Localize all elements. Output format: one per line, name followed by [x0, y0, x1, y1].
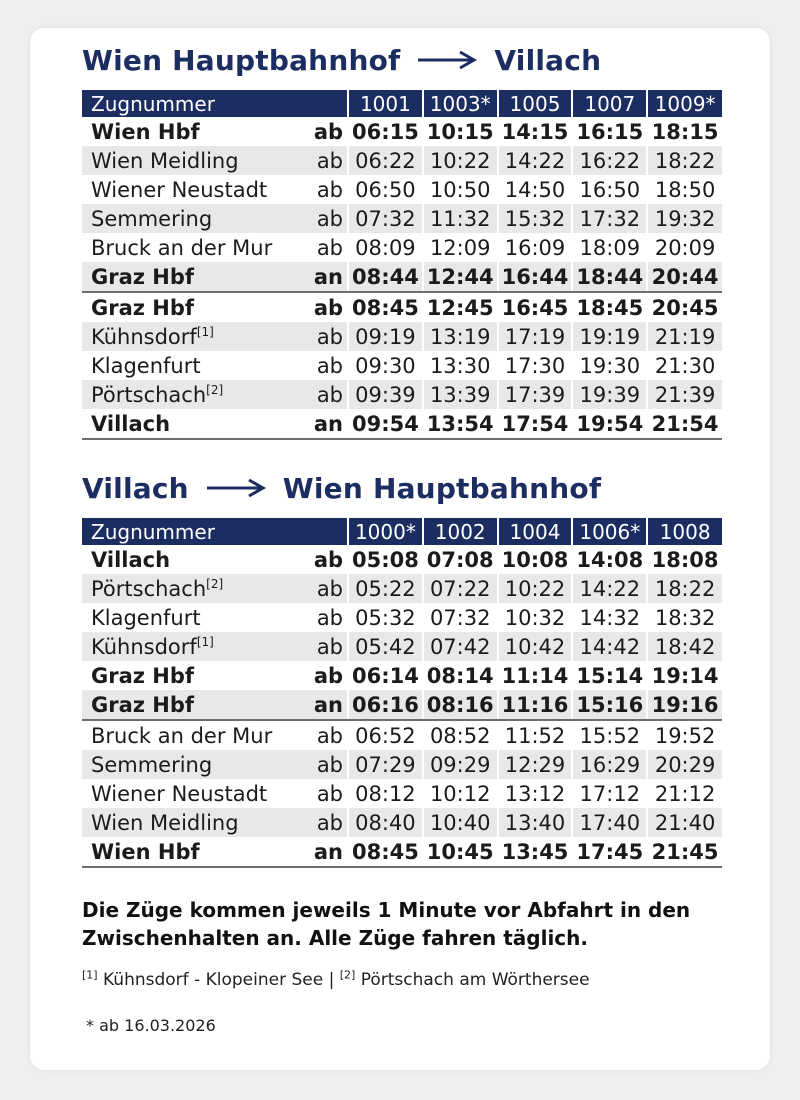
timetable-row — [82, 117, 722, 146]
station-name — [82, 837, 300, 867]
time-cell: 16:22 — [572, 146, 647, 175]
time-cell: 05:32 — [348, 603, 423, 632]
footnote-ref: [2] — [206, 576, 224, 591]
station-name — [82, 262, 300, 292]
train-number: 1005 — [498, 90, 573, 117]
right-arrow-icon — [205, 478, 267, 498]
time-cell: 19:19 — [572, 322, 647, 351]
timetable-row — [82, 233, 722, 262]
time-cell: 21:30 — [647, 351, 722, 380]
time-cell: 07:32 — [423, 603, 498, 632]
time-cell: 17:54 — [498, 409, 573, 439]
time-cell: 19:30 — [572, 351, 647, 380]
direction-code: ab — [300, 808, 348, 837]
time-cell: 14:22 — [498, 146, 573, 175]
station-label: Bruck an der Mur — [91, 235, 273, 260]
direction-code: ab — [300, 661, 348, 690]
train-number: 1000* — [348, 518, 423, 545]
time-cell: 21:12 — [647, 779, 722, 808]
time-cell: 14:42 — [572, 632, 647, 661]
station-name — [82, 808, 300, 837]
direction-code: ab — [300, 574, 348, 603]
station-name — [82, 175, 300, 204]
time-cell: 08:16 — [423, 690, 498, 720]
table-header-row — [82, 90, 722, 117]
time-cell: 20:09 — [647, 233, 722, 262]
station-label: Wien Hbf — [91, 839, 200, 864]
direction-code: ab — [300, 632, 348, 661]
station-label: Graz Hbf — [91, 663, 195, 688]
time-cell: 08:44 — [348, 262, 423, 292]
time-cell: 18:22 — [647, 146, 722, 175]
time-cell: 08:45 — [348, 837, 423, 867]
time-cell: 09:29 — [423, 750, 498, 779]
timetable-row — [82, 351, 722, 380]
section-heading-return — [82, 468, 601, 508]
time-cell: 21:19 — [647, 322, 722, 351]
time-cell: 07:08 — [423, 545, 498, 574]
time-cell: 13:39 — [423, 380, 498, 409]
direction-code: ab — [300, 204, 348, 233]
direction-code: ab — [300, 292, 348, 322]
footnote-ref: [2] — [206, 382, 224, 397]
time-cell: 15:32 — [498, 204, 573, 233]
timetable-row — [82, 808, 722, 837]
time-cell: 10:22 — [498, 574, 573, 603]
time-cell: 06:16 — [348, 690, 423, 720]
time-cell: 19:52 — [647, 720, 722, 750]
train-number: 1002 — [423, 518, 498, 545]
time-cell: 05:22 — [348, 574, 423, 603]
direction-code: ab — [300, 175, 348, 204]
timetable-row — [82, 380, 722, 409]
time-cell: 13:40 — [498, 808, 573, 837]
time-cell: 05:08 — [348, 545, 423, 574]
time-cell: 18:15 — [647, 117, 722, 146]
time-cell: 08:45 — [348, 292, 423, 322]
time-cell: 06:22 — [348, 146, 423, 175]
time-cell: 18:44 — [572, 262, 647, 292]
time-cell: 20:29 — [647, 750, 722, 779]
table-header-row — [82, 518, 722, 545]
station-name — [82, 146, 300, 175]
timetable-row — [82, 603, 722, 632]
time-cell: 17:30 — [498, 351, 573, 380]
heading-from: Wien Hauptbahnhof — [82, 43, 401, 77]
time-cell: 07:29 — [348, 750, 423, 779]
timetable-outbound — [82, 90, 722, 440]
direction-code: ab — [300, 603, 348, 632]
time-cell: 13:19 — [423, 322, 498, 351]
timetable-row — [82, 262, 722, 292]
time-cell: 11:16 — [498, 690, 573, 720]
station-label: Pörtschach — [91, 382, 207, 407]
station-name — [82, 204, 300, 233]
footnote-ref: [1] — [196, 634, 214, 649]
station-label: Graz Hbf — [91, 295, 195, 320]
time-cell: 18:08 — [647, 545, 722, 574]
time-cell: 11:14 — [498, 661, 573, 690]
time-cell: 18:42 — [647, 632, 722, 661]
footnote-text: Pörtschach am Wörthersee — [355, 970, 590, 990]
right-arrow-icon — [416, 50, 478, 70]
timetable-row — [82, 837, 722, 867]
time-cell: 14:15 — [498, 117, 573, 146]
train-number: 1006* — [572, 518, 647, 545]
direction-code: ab — [300, 351, 348, 380]
timetable-row — [82, 204, 722, 233]
time-cell: 17:40 — [572, 808, 647, 837]
timetable-row — [82, 292, 722, 322]
timetable-row — [82, 574, 722, 603]
station-name — [82, 720, 300, 750]
station-label: Semmering — [91, 752, 213, 777]
station-name — [82, 603, 300, 632]
footnote-mark: [2] — [339, 968, 356, 982]
timetable-row — [82, 750, 722, 779]
station-label: Kühnsdorf — [91, 634, 197, 659]
time-cell: 19:54 — [572, 409, 647, 439]
time-cell: 06:52 — [348, 720, 423, 750]
footnotes — [82, 970, 590, 990]
station-label: Bruck an der Mur — [91, 723, 273, 748]
station-label: Semmering — [91, 206, 213, 231]
station-name — [82, 779, 300, 808]
timetable-row — [82, 720, 722, 750]
time-cell: 19:14 — [647, 661, 722, 690]
time-cell: 10:42 — [498, 632, 573, 661]
station-name — [82, 632, 300, 661]
arrival-note: Die Züge kommen jeweils 1 Minute vor Abfahrt in den Zwischenhalten an. Alle Züge fahren täglich. — [82, 898, 691, 950]
time-cell: 16:44 — [498, 262, 573, 292]
time-cell: 12:45 — [423, 292, 498, 322]
station-name — [82, 574, 300, 603]
train-number: 1001 — [348, 90, 423, 117]
timetable-row — [82, 779, 722, 808]
station-name — [82, 661, 300, 690]
station-name — [82, 545, 300, 574]
time-cell: 21:39 — [647, 380, 722, 409]
direction-code: an — [300, 409, 348, 439]
time-cell: 08:40 — [348, 808, 423, 837]
station-label: Kühnsdorf — [91, 324, 197, 349]
time-cell: 06:15 — [348, 117, 423, 146]
direction-code: ab — [300, 545, 348, 574]
train-number: 1009* — [647, 90, 722, 117]
time-cell: 13:54 — [423, 409, 498, 439]
time-cell: 06:14 — [348, 661, 423, 690]
time-cell: 21:40 — [647, 808, 722, 837]
train-number: 1007 — [572, 90, 647, 117]
train-number: 1003* — [423, 90, 498, 117]
station-label: Wien Meidling — [91, 810, 239, 835]
time-cell: 20:45 — [647, 292, 722, 322]
train-number-header: Zugnummer — [82, 90, 348, 117]
time-cell: 16:15 — [572, 117, 647, 146]
time-cell: 15:52 — [572, 720, 647, 750]
station-label: Villach — [91, 547, 171, 572]
time-cell: 18:45 — [572, 292, 647, 322]
time-cell: 18:50 — [647, 175, 722, 204]
timetable-row — [82, 146, 722, 175]
station-label: Villach — [91, 411, 171, 436]
time-cell: 08:14 — [423, 661, 498, 690]
station-name — [82, 233, 300, 262]
timetable-row — [82, 175, 722, 204]
time-cell: 16:09 — [498, 233, 573, 262]
time-cell: 14:32 — [572, 603, 647, 632]
time-cell: 11:32 — [423, 204, 498, 233]
timetable-row — [82, 661, 722, 690]
time-cell: 09:39 — [348, 380, 423, 409]
station-label: Klagenfurt — [91, 605, 201, 630]
validity-note: * ab 16.03.2026 — [86, 1016, 216, 1035]
time-cell: 10:12 — [423, 779, 498, 808]
station-label: Wiener Neustadt — [91, 177, 268, 202]
time-cell: 06:50 — [348, 175, 423, 204]
direction-code: ab — [300, 322, 348, 351]
direction-code: ab — [300, 779, 348, 808]
timetable-row — [82, 409, 722, 439]
time-cell: 12:09 — [423, 233, 498, 262]
direction-code: ab — [300, 233, 348, 262]
train-number: 1004 — [498, 518, 573, 545]
timetable-row — [82, 545, 722, 574]
station-name — [82, 117, 300, 146]
footnote-text: Kühnsdorf - Klopeiner See | — [97, 970, 340, 990]
timetable-row — [82, 322, 722, 351]
station-label: Graz Hbf — [91, 692, 195, 717]
time-cell: 05:42 — [348, 632, 423, 661]
station-name — [82, 409, 300, 439]
time-cell: 10:50 — [423, 175, 498, 204]
direction-code: an — [300, 262, 348, 292]
station-label: Wien Meidling — [91, 148, 239, 173]
train-number: 1008 — [647, 518, 722, 545]
time-cell: 17:19 — [498, 322, 573, 351]
time-cell: 10:08 — [498, 545, 573, 574]
time-cell: 16:29 — [572, 750, 647, 779]
time-cell: 07:22 — [423, 574, 498, 603]
timetable-return — [82, 518, 722, 868]
train-number-header: Zugnummer — [82, 518, 348, 545]
time-cell: 17:45 — [572, 837, 647, 867]
time-cell: 10:32 — [498, 603, 573, 632]
time-cell: 19:32 — [647, 204, 722, 233]
time-cell: 20:44 — [647, 262, 722, 292]
time-cell: 21:54 — [647, 409, 722, 439]
station-name — [82, 322, 300, 351]
time-cell: 09:19 — [348, 322, 423, 351]
time-cell: 08:52 — [423, 720, 498, 750]
time-cell: 17:39 — [498, 380, 573, 409]
station-name — [82, 351, 300, 380]
station-name — [82, 380, 300, 409]
timetable-row — [82, 632, 722, 661]
footnote-mark: [1] — [82, 968, 98, 982]
direction-code: an — [300, 837, 348, 867]
footnote-ref: [1] — [196, 324, 214, 339]
station-name — [82, 750, 300, 779]
time-cell: 10:45 — [423, 837, 498, 867]
time-cell: 17:32 — [572, 204, 647, 233]
time-cell: 08:09 — [348, 233, 423, 262]
time-cell: 13:45 — [498, 837, 573, 867]
section-heading-outbound — [82, 40, 601, 80]
time-cell: 13:12 — [498, 779, 573, 808]
heading-to: Villach — [494, 43, 602, 77]
time-cell: 16:50 — [572, 175, 647, 204]
time-cell: 10:40 — [423, 808, 498, 837]
time-cell: 19:39 — [572, 380, 647, 409]
time-cell: 15:16 — [572, 690, 647, 720]
time-cell: 11:52 — [498, 720, 573, 750]
time-cell: 18:09 — [572, 233, 647, 262]
time-cell: 18:32 — [647, 603, 722, 632]
time-cell: 12:29 — [498, 750, 573, 779]
station-label: Pörtschach — [91, 576, 207, 601]
time-cell: 12:44 — [423, 262, 498, 292]
direction-code: ab — [300, 146, 348, 175]
time-cell: 14:22 — [572, 574, 647, 603]
station-name — [82, 292, 300, 322]
timetable-row — [82, 690, 722, 720]
station-label: Wiener Neustadt — [91, 781, 268, 806]
time-cell: 08:12 — [348, 779, 423, 808]
station-label: Graz Hbf — [91, 264, 195, 289]
time-cell: 10:22 — [423, 146, 498, 175]
time-cell: 18:22 — [647, 574, 722, 603]
time-cell: 21:45 — [647, 837, 722, 867]
direction-code: ab — [300, 750, 348, 779]
time-cell: 17:12 — [572, 779, 647, 808]
direction-code: ab — [300, 117, 348, 146]
time-cell: 10:15 — [423, 117, 498, 146]
station-name — [82, 690, 300, 720]
time-cell: 14:50 — [498, 175, 573, 204]
time-cell: 13:30 — [423, 351, 498, 380]
time-cell: 19:16 — [647, 690, 722, 720]
time-cell: 07:32 — [348, 204, 423, 233]
time-cell: 15:14 — [572, 661, 647, 690]
station-label: Klagenfurt — [91, 353, 201, 378]
direction-code: ab — [300, 380, 348, 409]
time-cell: 07:42 — [423, 632, 498, 661]
time-cell: 09:54 — [348, 409, 423, 439]
direction-code: ab — [300, 720, 348, 750]
heading-to: Wien Hauptbahnhof — [282, 471, 602, 505]
station-label: Wien Hbf — [91, 119, 200, 144]
time-cell: 14:08 — [572, 545, 647, 574]
heading-from: Villach — [82, 471, 189, 505]
time-cell: 09:30 — [348, 351, 423, 380]
direction-code: an — [300, 690, 348, 720]
time-cell: 16:45 — [498, 292, 573, 322]
